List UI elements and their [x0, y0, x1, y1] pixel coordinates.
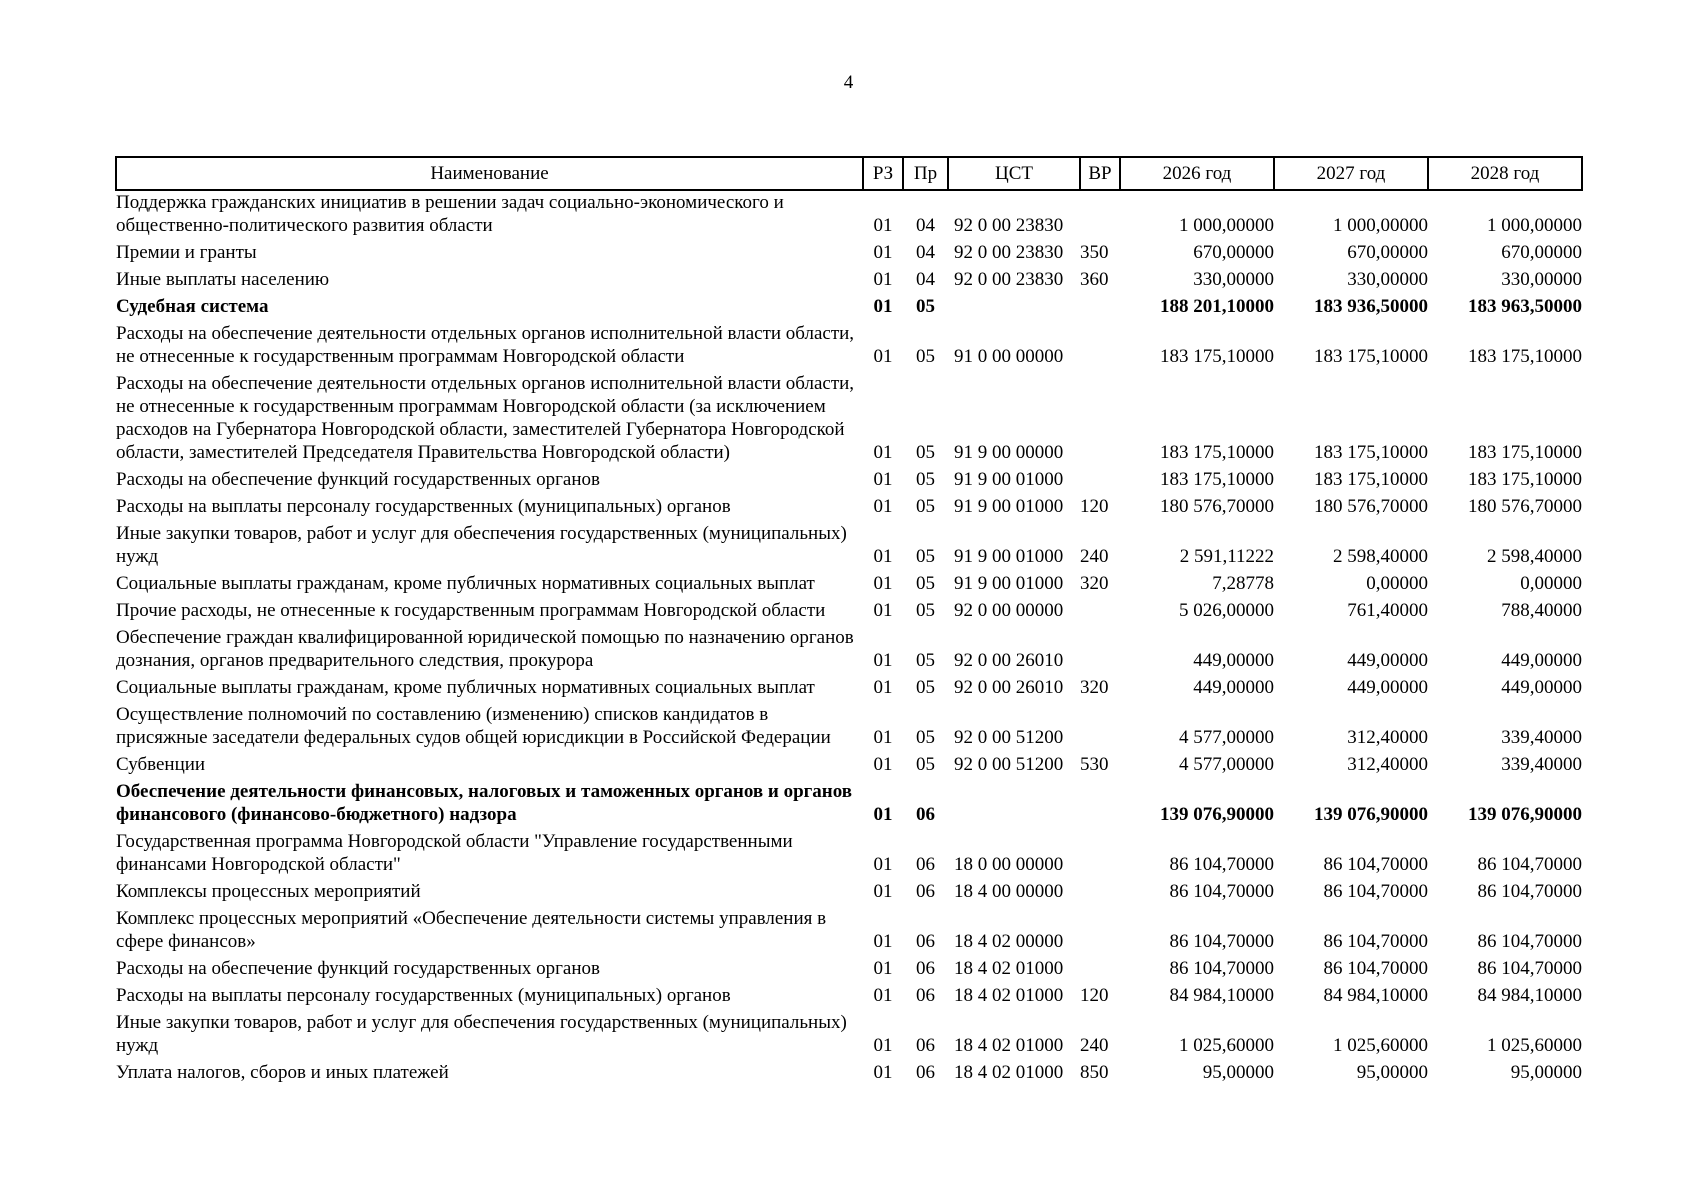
cell-2028: 183 963,50000: [1468, 296, 1582, 317]
cell-2028: 183 175,10000: [1468, 346, 1582, 367]
cell-name: Обеспечение деятельности финансовых, налоговых и таможенных органов и органов финансового (финансово-бюджетного) надзора: [116, 781, 853, 825]
cell-2026: 139 076,90000: [1160, 804, 1274, 825]
header-pr: Пр: [903, 157, 948, 190]
table-row: [116, 599, 1582, 626]
cell-rz: 01: [873, 573, 893, 594]
cell-pr: 05: [916, 754, 935, 775]
cell-name: Премии и гранты: [116, 242, 257, 263]
cell-vr: 320: [1080, 677, 1109, 698]
cell-2026: 86 104,70000: [1169, 881, 1274, 902]
cell-pr: 05: [916, 546, 935, 567]
cell-2027: 0,00000: [1366, 573, 1428, 594]
cell-pr: 06: [916, 881, 935, 902]
table-row: [116, 495, 1582, 522]
cell-cst: 92 0 00 23830: [954, 242, 1064, 263]
cell-rz: 01: [873, 346, 893, 367]
cell-name: Иные выплаты населению: [116, 269, 330, 290]
cell-vr: [1080, 703, 1120, 753]
cell-vr: 360: [1080, 269, 1109, 290]
cell-rz: 01: [873, 442, 893, 463]
cell-2026: 330,00000: [1193, 269, 1274, 290]
cell-2026: 86 104,70000: [1169, 958, 1274, 979]
cell-rz: 01: [873, 600, 893, 621]
table-row: [116, 907, 1582, 957]
cell-vr: 530: [1080, 754, 1109, 775]
cell-rz: 01: [873, 296, 893, 317]
cell-rz: 01: [873, 677, 893, 698]
cell-2028: 95,00000: [1510, 1062, 1582, 1083]
cell-rz: 01: [873, 958, 893, 979]
cell-2026: 449,00000: [1193, 650, 1274, 671]
cell-2028: 1 000,00000: [1487, 215, 1582, 236]
cell-rz: 01: [873, 242, 893, 263]
cell-2026: 183 175,10000: [1160, 469, 1274, 490]
table-row: [116, 241, 1582, 268]
cell-rz: 01: [873, 1062, 893, 1083]
cell-name: Государственная программа Новгородской области "Управление государственными финансами Новгородской области": [116, 831, 793, 875]
cell-name: Расходы на обеспечение функций государственных органов: [116, 469, 600, 490]
table-row: [116, 626, 1582, 676]
table-row: [116, 468, 1582, 495]
cell-vr: [1080, 626, 1120, 676]
cell-cst: 18 0 00 00000: [954, 854, 1064, 875]
table-row: [116, 322, 1582, 372]
cell-pr: 05: [916, 496, 935, 517]
cell-rz: 01: [873, 754, 893, 775]
cell-vr: 320: [1080, 573, 1109, 594]
cell-2027: 95,00000: [1356, 1062, 1428, 1083]
header-name: Наименование: [116, 157, 863, 190]
cell-pr: 05: [916, 346, 935, 367]
cell-2026: 183 175,10000: [1160, 442, 1274, 463]
table-row: [116, 984, 1582, 1011]
table-row: [116, 1061, 1582, 1088]
cell-rz: 01: [873, 546, 893, 567]
cell-cst: 18 4 02 01000: [954, 1035, 1064, 1056]
cell-2028: 788,40000: [1501, 600, 1582, 621]
cell-rz: 01: [873, 269, 893, 290]
cell-2026: 2 591,11222: [1179, 546, 1274, 567]
cell-2026: 86 104,70000: [1169, 854, 1274, 875]
cell-pr: 06: [916, 854, 935, 875]
cell-2027: 183 175,10000: [1314, 469, 1428, 490]
cell-2028: 86 104,70000: [1477, 881, 1582, 902]
cell-2027: 670,00000: [1347, 242, 1428, 263]
cell-pr: 05: [916, 573, 935, 594]
table-row: [116, 703, 1582, 753]
cell-pr: 05: [916, 442, 935, 463]
cell-rz: 01: [873, 496, 893, 517]
cell-2027: 312,40000: [1347, 727, 1428, 748]
cell-2027: 86 104,70000: [1323, 931, 1428, 952]
cell-pr: 06: [916, 931, 935, 952]
budget-table-container: [115, 156, 1581, 1088]
cell-pr: 04: [916, 269, 935, 290]
cell-cst: 91 9 00 01000: [954, 546, 1064, 567]
table-row: [116, 372, 1582, 468]
cell-2026: 84 984,10000: [1169, 985, 1274, 1006]
cell-2027: 86 104,70000: [1323, 854, 1428, 875]
cell-2026: 5 026,00000: [1179, 600, 1274, 621]
cell-pr: 06: [916, 958, 935, 979]
cell-2028: 86 104,70000: [1477, 931, 1582, 952]
cell-rz: 01: [873, 215, 893, 236]
cell-vr: [1080, 372, 1120, 468]
cell-2028: 86 104,70000: [1477, 958, 1582, 979]
cell-2028: 339,40000: [1501, 727, 1582, 748]
table-row: [116, 830, 1582, 880]
table-row: [116, 190, 1582, 241]
cell-cst: 18 4 02 00000: [954, 931, 1064, 952]
cell-cst: 18 4 02 01000: [954, 1062, 1064, 1083]
cell-name: Комплекс процессных мероприятий «Обеспечение деятельности системы управления в сфере финансов»: [116, 908, 827, 952]
cell-2028: 180 576,70000: [1468, 496, 1582, 517]
cell-2027: 183 175,10000: [1314, 346, 1428, 367]
cell-vr: [1080, 907, 1120, 957]
cell-2027: 2 598,40000: [1333, 546, 1428, 567]
table-body: [116, 190, 1582, 1088]
cell-name: Расходы на выплаты персоналу государственных (муниципальных) органов: [116, 496, 731, 517]
cell-vr: [1080, 780, 1120, 830]
cell-2026: 4 577,00000: [1179, 727, 1274, 748]
table-row: [116, 957, 1582, 984]
cell-2027: 761,40000: [1347, 600, 1428, 621]
cell-cst: 18 4 02 01000: [954, 985, 1064, 1006]
cell-cst: 91 9 00 01000: [954, 469, 1064, 490]
cell-2028: 1 025,60000: [1487, 1035, 1582, 1056]
cell-2027: 86 104,70000: [1323, 881, 1428, 902]
cell-2028: 330,00000: [1501, 269, 1582, 290]
cell-cst: 91 0 00 00000: [954, 346, 1064, 367]
cell-pr: 06: [916, 1035, 935, 1056]
header-2028: 2028 год: [1428, 157, 1582, 190]
cell-vr: [1080, 830, 1120, 880]
header-rz: РЗ: [863, 157, 903, 190]
cell-2026: 449,00000: [1193, 677, 1274, 698]
cell-vr: [1080, 190, 1120, 241]
cell-name: Социальные выплаты гражданам, кроме публичных нормативных социальных выплат: [116, 573, 815, 594]
cell-cst: 18 4 00 00000: [954, 881, 1064, 902]
cell-pr: 06: [916, 1062, 935, 1083]
cell-cst: [948, 295, 1080, 322]
cell-2027: 180 576,70000: [1314, 496, 1428, 517]
cell-vr: [1080, 468, 1120, 495]
header-2026: 2026 год: [1120, 157, 1274, 190]
cell-2026: 180 576,70000: [1160, 496, 1274, 517]
table-row: [116, 676, 1582, 703]
cell-cst: [948, 780, 1080, 830]
cell-2026: 183 175,10000: [1160, 346, 1274, 367]
cell-2028: 0,00000: [1520, 573, 1582, 594]
cell-2028: 670,00000: [1501, 242, 1582, 263]
cell-rz: 01: [873, 881, 893, 902]
cell-vr: 850: [1080, 1062, 1109, 1083]
cell-2028: 449,00000: [1501, 650, 1582, 671]
cell-2027: 1 025,60000: [1333, 1035, 1428, 1056]
cell-cst: 92 0 00 26010: [954, 650, 1064, 671]
cell-cst: 92 0 00 00000: [954, 600, 1064, 621]
cell-2027: 449,00000: [1347, 650, 1428, 671]
cell-pr: 05: [916, 600, 935, 621]
cell-2027: 330,00000: [1347, 269, 1428, 290]
budget-table: [115, 156, 1583, 1088]
cell-2026: 95,00000: [1202, 1062, 1274, 1083]
table-row: [116, 753, 1582, 780]
cell-rz: 01: [873, 854, 893, 875]
cell-pr: 06: [916, 985, 935, 1006]
cell-name: Социальные выплаты гражданам, кроме публичных нормативных социальных выплат: [116, 677, 815, 698]
cell-pr: 05: [916, 727, 935, 748]
cell-name: Уплата налогов, сборов и иных платежей: [116, 1062, 449, 1083]
cell-2026: 4 577,00000: [1179, 754, 1274, 775]
header-vr: ВР: [1080, 157, 1120, 190]
cell-vr: [1080, 295, 1120, 322]
cell-rz: 01: [873, 469, 893, 490]
header-2027: 2027 год: [1274, 157, 1428, 190]
table-row: [116, 780, 1582, 830]
cell-name: Комплексы процессных мероприятий: [116, 881, 421, 902]
cell-2026: 1 025,60000: [1179, 1035, 1274, 1056]
cell-2027: 183 175,10000: [1314, 442, 1428, 463]
cell-2028: 183 175,10000: [1468, 442, 1582, 463]
cell-rz: 01: [873, 931, 893, 952]
cell-name: Расходы на обеспечение деятельности отдельных органов исполнительной власти области, не отнесенные к государственным программам Новгородской области: [116, 323, 855, 367]
cell-name: Судебная система: [116, 296, 269, 317]
cell-vr: 120: [1080, 496, 1109, 517]
cell-pr: 06: [916, 804, 935, 825]
cell-name: Расходы на обеспечение функций государственных органов: [116, 958, 600, 979]
cell-vr: [1080, 880, 1120, 907]
cell-2026: 7,28778: [1212, 573, 1274, 594]
cell-cst: 18 4 02 01000: [954, 958, 1064, 979]
cell-cst: 92 0 00 26010: [954, 677, 1064, 698]
cell-rz: 01: [873, 1035, 893, 1056]
cell-vr: [1080, 599, 1120, 626]
cell-vr: [1080, 957, 1120, 984]
cell-2027: 449,00000: [1347, 677, 1428, 698]
cell-name: Субвенции: [116, 754, 206, 775]
cell-2028: 86 104,70000: [1477, 854, 1582, 875]
cell-2027: 183 936,50000: [1314, 296, 1428, 317]
cell-2028: 139 076,90000: [1468, 804, 1582, 825]
cell-rz: 01: [873, 985, 893, 1006]
cell-vr: 240: [1080, 546, 1109, 567]
cell-cst: 92 0 00 51200: [954, 727, 1064, 748]
cell-cst: 91 9 00 00000: [954, 442, 1064, 463]
cell-name: Расходы на выплаты персоналу государственных (муниципальных) органов: [116, 985, 731, 1006]
cell-2028: 2 598,40000: [1487, 546, 1582, 567]
table-row: [116, 880, 1582, 907]
cell-2026: 86 104,70000: [1169, 931, 1274, 952]
table-row: [116, 1011, 1582, 1061]
table-row: [116, 522, 1582, 572]
cell-cst: 91 9 00 01000: [954, 496, 1064, 517]
cell-pr: 05: [916, 296, 935, 317]
cell-pr: 04: [916, 242, 935, 263]
cell-cst: 92 0 00 23830: [954, 215, 1064, 236]
cell-vr: 240: [1080, 1035, 1109, 1056]
table-row: [116, 268, 1582, 295]
cell-vr: [1080, 322, 1120, 372]
cell-rz: 01: [873, 650, 893, 671]
cell-vr: 120: [1080, 985, 1109, 1006]
cell-cst: 92 0 00 23830: [954, 269, 1064, 290]
cell-rz: 01: [873, 804, 893, 825]
cell-2027: 86 104,70000: [1323, 958, 1428, 979]
table-row: [116, 295, 1582, 322]
table-header-row: [116, 157, 1582, 190]
cell-name: Осуществление полномочий по составлению (изменению) списков кандидатов в присяжные заседатели федеральных судов общей юрисдикции в Российской Федерации: [116, 704, 831, 748]
cell-pr: 05: [916, 677, 935, 698]
cell-name: Расходы на обеспечение деятельности отдельных органов исполнительной власти области, не отнесенные к государственным программам Новгородской области (за исключением расходов на Губернатора Новгородской области, заместителей Губернатора Новгородской области, заместителей Председателя Правительства Новгородской области): [116, 373, 855, 463]
cell-pr: 04: [916, 215, 935, 236]
cell-vr: 350: [1080, 242, 1109, 263]
cell-2028: 339,40000: [1501, 754, 1582, 775]
cell-2026: 1 000,00000: [1179, 215, 1274, 236]
cell-2026: 188 201,10000: [1160, 296, 1274, 317]
cell-2028: 84 984,10000: [1477, 985, 1582, 1006]
cell-name: Иные закупки товаров, работ и услуг для обеспечения государственных (муниципальных) нужд: [116, 1012, 847, 1056]
table-row: [116, 572, 1582, 599]
cell-2027: 139 076,90000: [1314, 804, 1428, 825]
cell-cst: 92 0 00 51200: [954, 754, 1064, 775]
cell-2026: 670,00000: [1193, 242, 1274, 263]
cell-pr: 05: [916, 469, 935, 490]
cell-rz: 01: [873, 727, 893, 748]
header-cst: ЦСТ: [948, 157, 1080, 190]
cell-2027: 84 984,10000: [1323, 985, 1428, 1006]
page-number: 4: [843, 72, 854, 93]
cell-name: Прочие расходы, не отнесенные к государственным программам Новгородской области: [116, 600, 826, 621]
cell-name: Иные закупки товаров, работ и услуг для обеспечения государственных (муниципальных) нужд: [116, 523, 847, 567]
cell-2027: 312,40000: [1347, 754, 1428, 775]
cell-2027: 1 000,00000: [1333, 215, 1428, 236]
cell-cst: 91 9 00 01000: [954, 573, 1064, 594]
cell-2028: 183 175,10000: [1468, 469, 1582, 490]
cell-name: Поддержка гражданских инициатив в решении задач социально-экономического и общественно-политического развития области: [116, 192, 784, 236]
cell-name: Обеспечение граждан квалифицированной юридической помощью по назначению органов дознания, органов предварительного следствия, прокурора: [116, 627, 854, 671]
cell-2028: 449,00000: [1501, 677, 1582, 698]
cell-pr: 05: [916, 650, 935, 671]
